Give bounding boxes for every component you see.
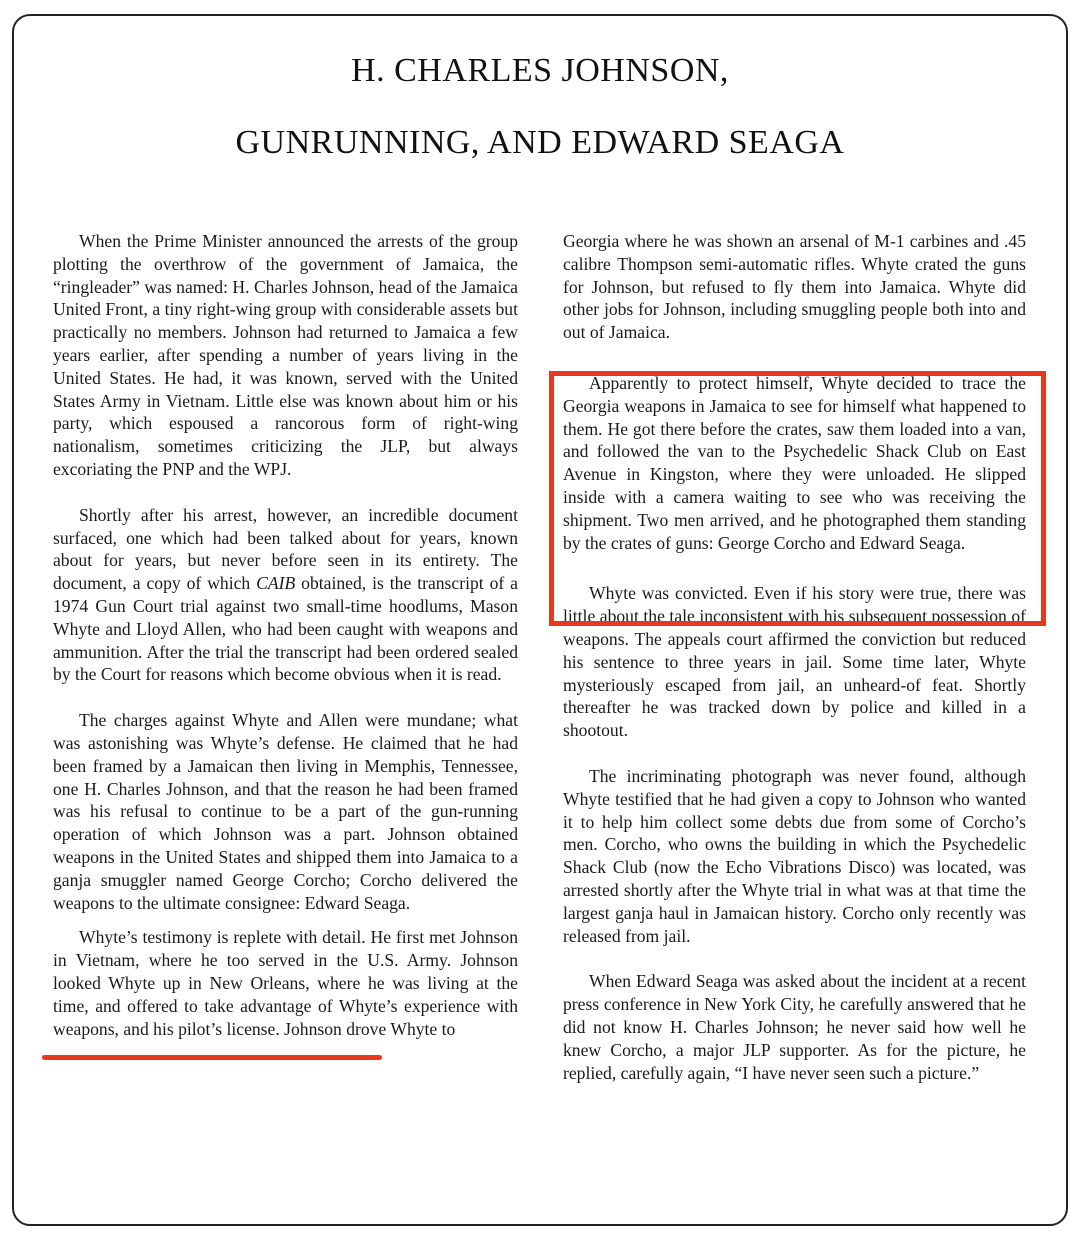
right-paragraph-2-highlighted: Apparently to protect himself, Whyte decided to trace the Georgia weapons in Jamaica to see for himself what happened to them. He got there before the crates, saw them loaded into a van, and followed the van to the Psychedelic Shack Club on East Avenue in Kingston, where they were unloaded. He slipped inside with a camera waiting to see who was receiving the shipment. Two men arrived, and he photographed them standing by the crates of guns: George Corcho and Edward Seaga. xyxy=(563,372,1026,553)
right-paragraph-5: When Edward Seaga was asked about the incident at a recent press conference in New York City, he carefully answered that he did not know H. Charles Johnson; he never said how well he knew Corcho, a major JLP supporter. As for the picture, he replied, carefully again, “I have never seen such a picture.” xyxy=(563,971,1026,1083)
right-paragraph-1: Georgia where he was shown an arsenal of M-1 carbines and .45 calibre Thompson semi-automatic rifles. Whyte crated the guns for Johnson, but refused to fly them into Jamaica. Whyte did other jobs for Johnson, including smuggling people both into and out of Jamaica. xyxy=(563,231,1026,343)
right-paragraph-4: The incriminating photograph was never found, although Whyte testified that he had given a copy to Johnson who wanted it to help him collect some debts due from some of Corcho’s men. Corcho, who owns the building in which the Psychedelic Shack Club (now the Echo Vibrations Disco) was located, was arrested shortly after the Whyte trial in what was at that time the largest ganja haul in Jamaican history. Corcho only recently was released from jail. xyxy=(563,765,1026,946)
left-column xyxy=(53,230,518,1040)
right-column xyxy=(563,230,1026,1084)
right-paragraph-3: Whyte was convicted. Even if his story were true, there was little about the tale inconsistent with his subsequent possession of weapons. The appeals court affirmed the conviction but reduced his sentence to three years in jail. Some time later, Whyte mysteriously escaped from jail, an unheard-of feat. Shortly thereafter he was tracked down by police and killed in a shootout. xyxy=(563,583,1026,741)
left-paragraph-1: When the Prime Minister announced the arrests of the group plotting the overthrow of the government of Jamaica, the “ringleader” was named: H. Charles Johnson, head of the Jamaica United Front, a tiny right-wing group with considerable assets but practically no members. Johnson had returned to Jamaica a few years earlier, after spending a number of years living in the United States. He had, it was known, served with the United States Army in Vietnam. Little else was known about him or his party, which espoused a rancorous form of right-wing nationalism, sometimes criticizing the JLP, but always excoriating the PNP and the WPJ. xyxy=(53,231,518,479)
article-title-line-2: GUNRUNNING, AND EDWARD SEAGA xyxy=(235,124,845,161)
left-paragraph-2-text-a: Shortly after his arrest, however, an incredible document surfaced, one which had been talked about for years, known about for years, but never before seen in its entirety. The document, a copy of which xyxy=(53,504,518,594)
caib-abbreviation: CAIB xyxy=(256,573,296,594)
left-paragraph-2 xyxy=(53,504,518,686)
article-title-line-1: H. CHARLES JOHNSON, xyxy=(351,52,729,89)
highlight-underline xyxy=(42,1055,382,1060)
highlight-box xyxy=(549,371,1046,626)
left-paragraph-2-text-b: obtained, is the transcript of a 1974 Gun Court trial against two small-time hoodlums, Mason Whyte and Lloyd Allen, who had been caught with weapons and ammunition. After the trial the transcript had been ordered sealed by the Court for reasons which become obvious when it is read. xyxy=(53,573,518,685)
left-paragraph-3: The charges against Whyte and Allen were mundane; what was astonishing was Whyte’s defense. He claimed that he had been framed by a Jamaican then living in Memphis, Tennessee, one H. Charles Johnson, and that the reason he had been framed was his refusal to continue to be a part of the gun-running operation of which Johnson was a part. Johnson obtained weapons in the United States and shipped them into Jamaica to a ganja smuggler named George Corcho; Corcho delivered the weapons to the ultimate consignee: Edward Seaga. xyxy=(53,710,518,913)
left-paragraph-4: Whyte’s testimony is replete with detail. He first met Johnson in Vietnam, where he too served in the U.S. Army. Johnson looked Whyte up in New Orleans, where he was living at the time, and offered to take advantage of Whyte’s experience with weapons, and his pilot’s license. Johnson drove Whyte to xyxy=(53,927,518,1039)
